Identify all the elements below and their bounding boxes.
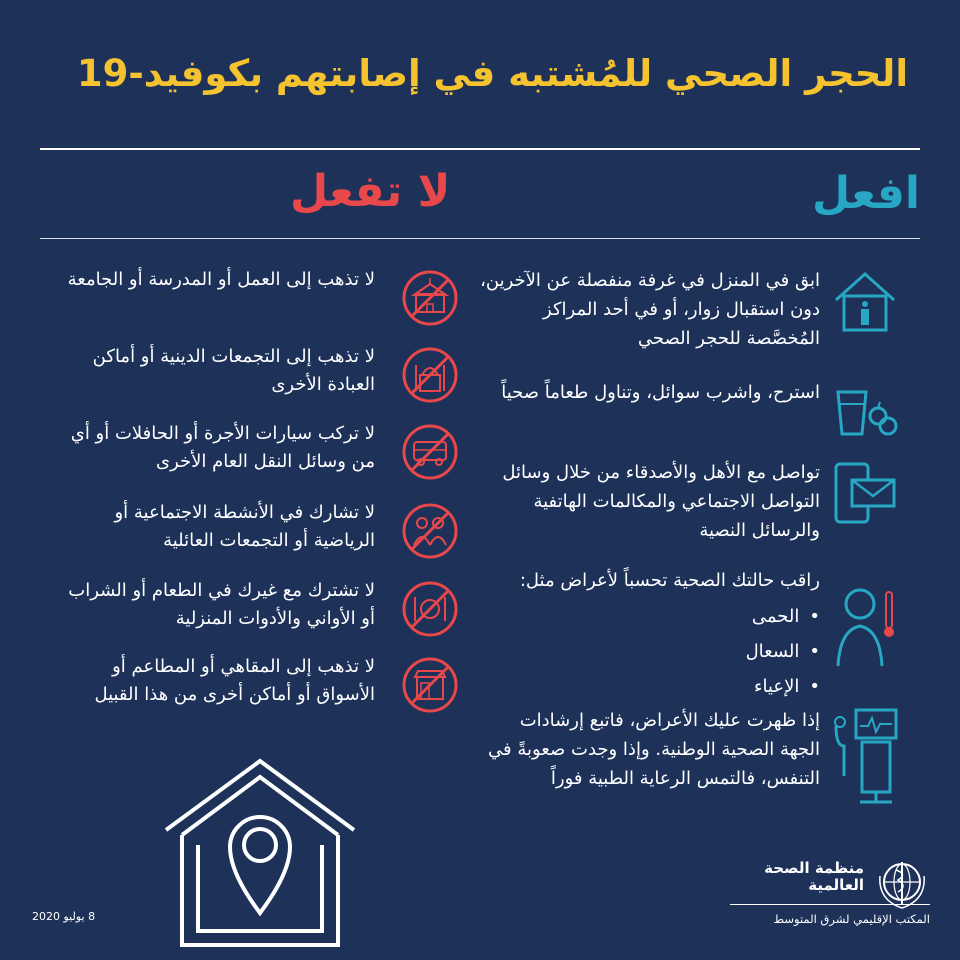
dont-item-text: لا تشارك في الأنشطة الاجتماعية أو الرياضية أو التجمعات العائلية bbox=[114, 502, 375, 551]
do-heading: افعل bbox=[811, 168, 920, 219]
symptom-list bbox=[480, 599, 820, 704]
do-item-text: إذا ظهرت عليك الأعراض، فاتبع إرشادات الجهة الصحية الوطنية. وإذا وجدت صعوبةً في التنفس، فالتمس الرعاية الطبية فوراً bbox=[488, 710, 820, 789]
dont-item-text: لا تشترك مع غيرك في الطعام أو الشراب أو الأواني والأدوات المنزلية bbox=[68, 580, 375, 629]
dont-item-text: لا تذهب إلى العمل أو المدرسة أو الجامعة bbox=[67, 269, 375, 290]
do-item-text: تواصل مع الأهل والأصدقاء من خلال وسائل التواصل الاجتماعي والمكالمات الهاتفية والرسائل النصية bbox=[502, 462, 820, 541]
org-regional-office: المكتب الإقليمي لشرق المتوسط bbox=[773, 912, 930, 926]
dont-item-transport bbox=[70, 420, 470, 490]
house-person-icon bbox=[830, 266, 900, 336]
page-title: الحجر الصحي للمُشتبه في إصابتهم بكوفيد-19 bbox=[76, 52, 908, 95]
title-divider bbox=[40, 148, 920, 150]
logo-divider bbox=[730, 904, 930, 905]
no-gathering-icon bbox=[400, 501, 460, 561]
no-school-icon bbox=[400, 268, 460, 328]
symptom-fever: • الحمى bbox=[480, 599, 820, 634]
dont-item-sharing bbox=[70, 577, 470, 647]
do-item-text: استرح، واشرب سوائل، وتناول طعاماً صحياً bbox=[501, 382, 820, 403]
do-item-communicate bbox=[480, 458, 920, 558]
publication-date: 8 يوليو 2020 bbox=[32, 910, 96, 923]
dont-item-cafes bbox=[70, 653, 470, 723]
drink-fruit-icon bbox=[830, 378, 900, 448]
phone-message-icon bbox=[830, 458, 900, 528]
dont-heading: لا تفعل bbox=[290, 166, 451, 217]
no-sharing-utensils-icon bbox=[400, 579, 460, 639]
do-item-monitor bbox=[480, 566, 920, 696]
house-location-icon bbox=[160, 755, 360, 955]
dont-item-text: لا تركب سيارات الأجرة أو الحافلات أو أي من وسائل النقل العام الأخرى bbox=[70, 423, 375, 472]
dont-item-text: لا تذهب إلى المقاهي أو المطاعم أو الأسواق أو أماكن أخرى من هذا القبيل bbox=[94, 656, 375, 705]
who-emblem-icon bbox=[874, 858, 930, 914]
symptom-fatigue: • الإعياء bbox=[480, 669, 820, 704]
do-item-text: ابق في المنزل في غرفة منفصلة عن الآخرين، دون استقبال زوار، أو في أحد المراكز المُخصَّصة للحجر الصحي bbox=[480, 270, 820, 349]
dont-item-social bbox=[70, 499, 470, 569]
dont-item-worship bbox=[70, 343, 470, 413]
sick-person-thermometer-icon bbox=[830, 580, 900, 670]
monitor-intro: راقب حالتك الصحية تحسباً لأعراض مثل: bbox=[519, 570, 820, 591]
dont-item-work bbox=[67, 266, 470, 336]
who-logo bbox=[720, 858, 930, 948]
no-bus-icon bbox=[400, 422, 460, 482]
header-divider bbox=[40, 238, 920, 239]
do-item-text bbox=[480, 566, 820, 704]
medical-monitor-icon bbox=[830, 706, 900, 806]
no-shop-icon bbox=[400, 655, 460, 715]
do-item-stay-home bbox=[480, 266, 920, 366]
symptom-cough: • السعال bbox=[480, 634, 820, 669]
no-mosque-icon bbox=[400, 345, 460, 405]
dont-item-text: لا تذهب إلى التجمعات الدينية أو أماكن العبادة الأخرى bbox=[92, 346, 375, 395]
do-item-rest bbox=[480, 378, 920, 448]
do-item-seek-care bbox=[480, 706, 920, 836]
org-name: منظمة الصحة العالمية bbox=[764, 859, 864, 894]
